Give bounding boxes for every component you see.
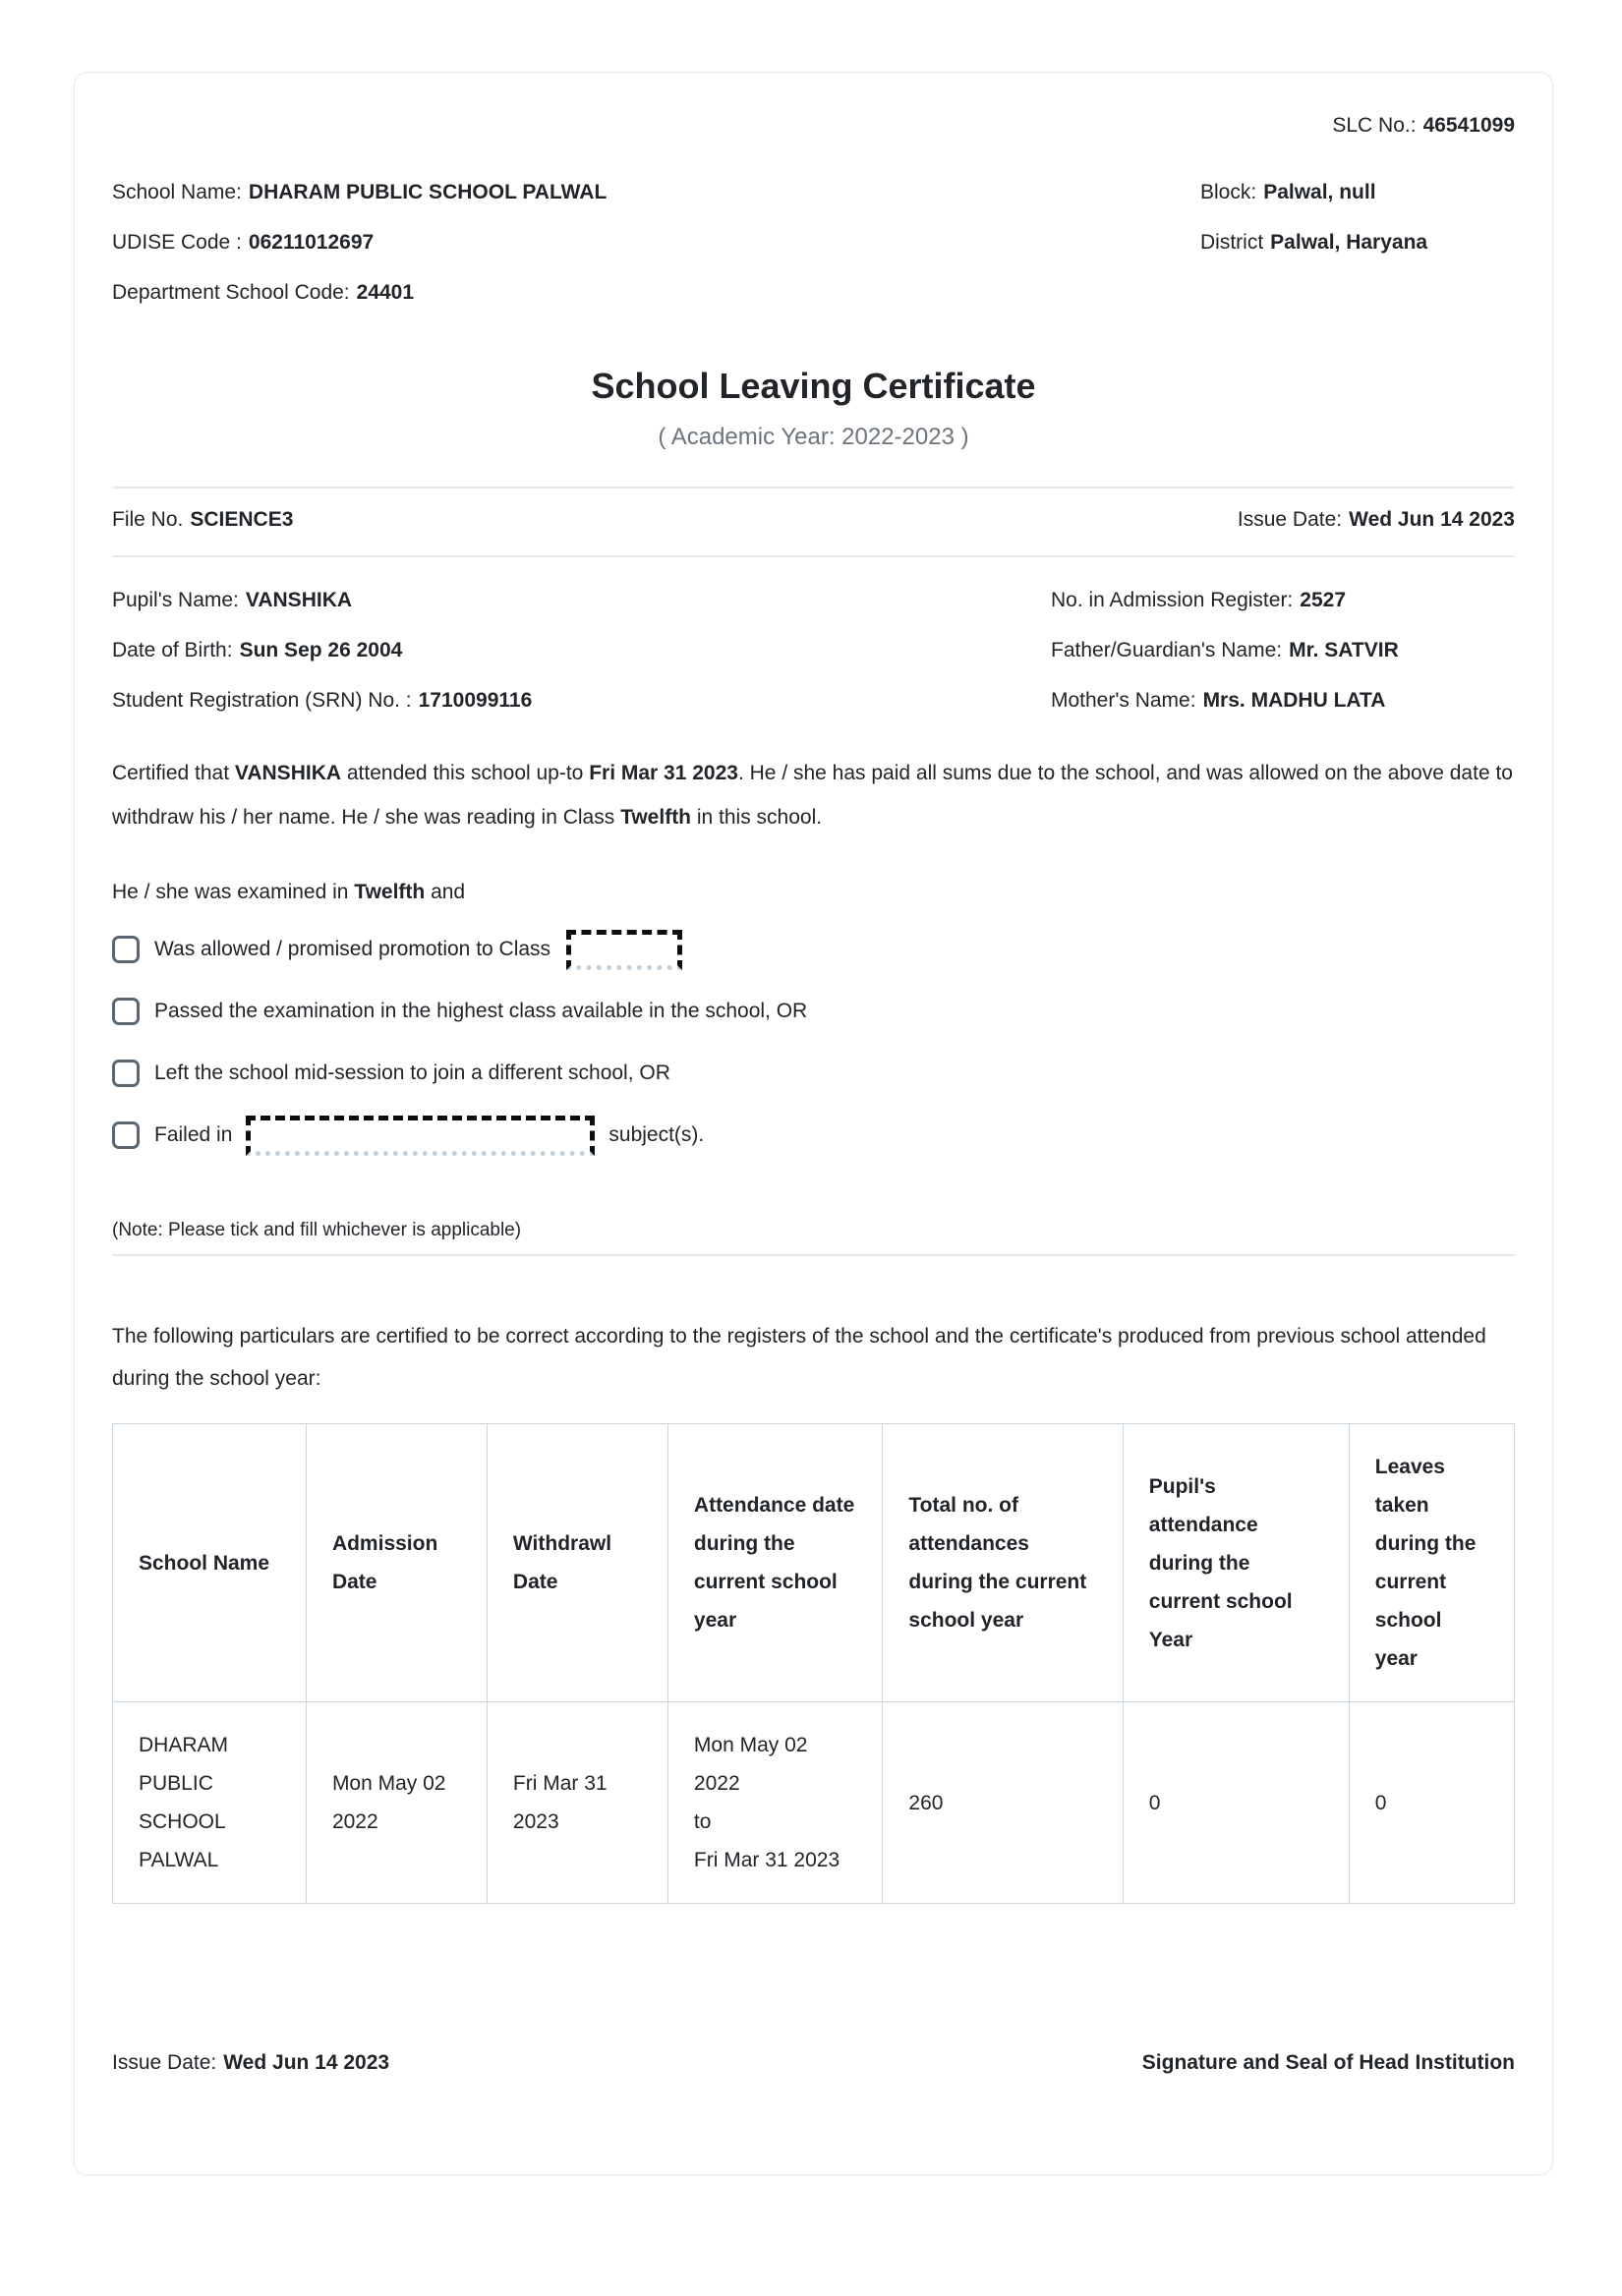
school-info-left (112, 177, 1200, 327)
school-name-label: School Name: (112, 181, 242, 203)
page-title: School Leaving Certificate (591, 366, 1036, 406)
cell-withdrawl-date: Fri Mar 31 2023 (487, 1702, 667, 1904)
examined-line (112, 877, 1515, 908)
pupil-name-label: Pupil's Name: (112, 589, 239, 611)
department-school-code-label: Department School Code: (112, 281, 350, 304)
slc-value: 46541099 (1422, 114, 1515, 137)
certified-text: . He / she has paid all sums due to the school, and was allowed on the above date to withdraw his / her name. He / she was reading in Class (112, 762, 1513, 829)
cell-leaves-taken: 0 (1349, 1702, 1514, 1904)
failed-checkbox[interactable] (112, 1121, 140, 1149)
admission-register-label: No. in Admission Register: (1051, 589, 1294, 611)
note-text: (Note: Please tick and fill whichever is applicable) (112, 1220, 522, 1240)
block-value: Palwal, null (1263, 181, 1376, 203)
certified-pupil-name: VANSHIKA (234, 762, 342, 784)
signature-seal-label: Signature and Seal of Head Institution (1141, 2051, 1515, 2074)
dob-row (112, 635, 1051, 666)
promotion-checkbox[interactable] (112, 936, 140, 963)
srn-label: Student Registration (SRN) No. : (112, 689, 412, 712)
certificate-card (74, 72, 1553, 2175)
option-promotion-row (112, 929, 1515, 970)
col-pupil-attendance: Pupil's attendance during the current school Year (1123, 1424, 1349, 1702)
certified-text: in this school. (691, 806, 823, 829)
cell-school-name: DHARAM PUBLIC SCHOOL PALWAL (113, 1702, 307, 1904)
district-label: District (1200, 231, 1264, 254)
table-row (113, 1702, 1515, 1904)
admission-register-value: 2527 (1300, 589, 1346, 611)
cell-pupil-attendance: 0 (1123, 1702, 1349, 1904)
dob-label: Date of Birth: (112, 639, 233, 661)
pupil-name-row (112, 585, 1051, 616)
pupil-info-left (112, 585, 1051, 735)
district-value: Palwal, Haryana (1270, 231, 1428, 254)
pupil-name-value: VANSHIKA (245, 589, 353, 611)
option-failed-row (112, 1115, 1515, 1156)
block-row (1200, 177, 1515, 208)
col-school-name: School Name (113, 1424, 307, 1702)
certified-text: attended this school up-to (341, 762, 590, 784)
certified-attended-date: Fri Mar 31 2023 (589, 762, 738, 784)
mother-name-row (1051, 685, 1515, 717)
cell-total-attendances: 260 (883, 1702, 1123, 1904)
examined-class: Twelfth (354, 881, 426, 903)
certified-class: Twelfth (620, 806, 692, 829)
udise-code-label: UDISE Code : (112, 231, 242, 254)
certified-paragraph (112, 751, 1515, 839)
file-no-value: SCIENCE3 (190, 508, 294, 531)
father-name-value: Mr. SATVIR (1289, 639, 1399, 661)
pupil-info-right (1051, 585, 1515, 735)
certified-text: Certified that (112, 762, 235, 784)
col-total-attendances: Total no. of attendances during the current school year (883, 1424, 1123, 1702)
file-issue-row (112, 504, 1515, 536)
examined-text: and (425, 881, 466, 903)
col-attendance-date: Attendance date during the current school year (667, 1424, 883, 1702)
mother-name-value: Mrs. MADHU LATA (1202, 689, 1386, 712)
issue-date-top-value: Wed Jun 14 2023 (1349, 508, 1515, 531)
particulars-table (112, 1423, 1515, 1904)
col-withdrawl-date: Withdrawl Date (487, 1424, 667, 1702)
issue-date-top-label: Issue Date: (1237, 508, 1343, 531)
academic-year-subtitle: ( Academic Year: 2022-2023 ) (658, 424, 969, 450)
mother-name-label: Mother's Name: (1051, 689, 1196, 712)
father-name-label: Father/Guardian's Name: (1051, 639, 1283, 661)
department-school-code-row (112, 277, 1200, 309)
udise-code-value: 06211012697 (248, 231, 375, 254)
left-school-checkbox[interactable] (112, 1060, 140, 1087)
divider (112, 555, 1515, 557)
failed-subjects-input[interactable] (246, 1116, 595, 1156)
failed-prefix-label: Failed in (154, 1123, 233, 1146)
father-name-row (1051, 635, 1515, 666)
passed-checkbox[interactable] (112, 998, 140, 1025)
examined-text: He / she was examined in (112, 881, 355, 903)
srn-value: 1710099116 (418, 689, 533, 712)
district-row (1200, 227, 1515, 258)
school-info-right (1200, 177, 1515, 327)
cell-attendance-date: Mon May 02 2022 to Fri Mar 31 2023 (667, 1702, 883, 1904)
slc-label: SLC No.: (1332, 114, 1417, 137)
col-leaves-taken: Leaves taken during the current school year (1349, 1424, 1514, 1702)
col-admission-date: Admission Date (306, 1424, 487, 1702)
slc-number-row (112, 110, 1515, 142)
footer-row (112, 2047, 1515, 2079)
issue-date-top (1238, 504, 1515, 536)
file-no-label: File No. (112, 508, 184, 531)
divider (112, 1254, 1515, 1256)
table-header-row (113, 1424, 1515, 1702)
school-name-row (112, 177, 1200, 208)
srn-row (112, 685, 1051, 717)
admission-register-row (1051, 585, 1515, 616)
promotion-class-input[interactable] (566, 930, 682, 970)
pupil-info-section (112, 585, 1515, 735)
block-label: Block: (1200, 181, 1257, 203)
school-name-value: DHARAM PUBLIC SCHOOL PALWAL (248, 181, 608, 203)
passed-label: Passed the examination in the highest class available in the school, OR (154, 1000, 808, 1022)
file-no (112, 504, 293, 536)
particulars-intro: The following particulars are certified to be correct according to the registers of the school and the certificate's produced from previous school attended during the school year: (112, 1325, 1486, 1390)
issue-date-bottom-value: Wed Jun 14 2023 (223, 2051, 390, 2074)
option-left-school-row (112, 1053, 1515, 1094)
udise-code-row (112, 227, 1200, 258)
school-info-section (112, 177, 1515, 327)
failed-suffix-label: subject(s). (608, 1123, 705, 1146)
cell-admission-date: Mon May 02 2022 (306, 1702, 487, 1904)
left-school-label: Left the school mid-session to join a different school, OR (154, 1062, 670, 1084)
issue-date-bottom (112, 2047, 389, 2079)
option-passed-row (112, 991, 1515, 1032)
promotion-label: Was allowed / promised promotion to Class (154, 938, 551, 960)
divider (112, 487, 1515, 488)
department-school-code-value: 24401 (356, 281, 415, 304)
issue-date-bottom-label: Issue Date: (112, 2051, 217, 2074)
dob-value: Sun Sep 26 2004 (239, 639, 403, 661)
